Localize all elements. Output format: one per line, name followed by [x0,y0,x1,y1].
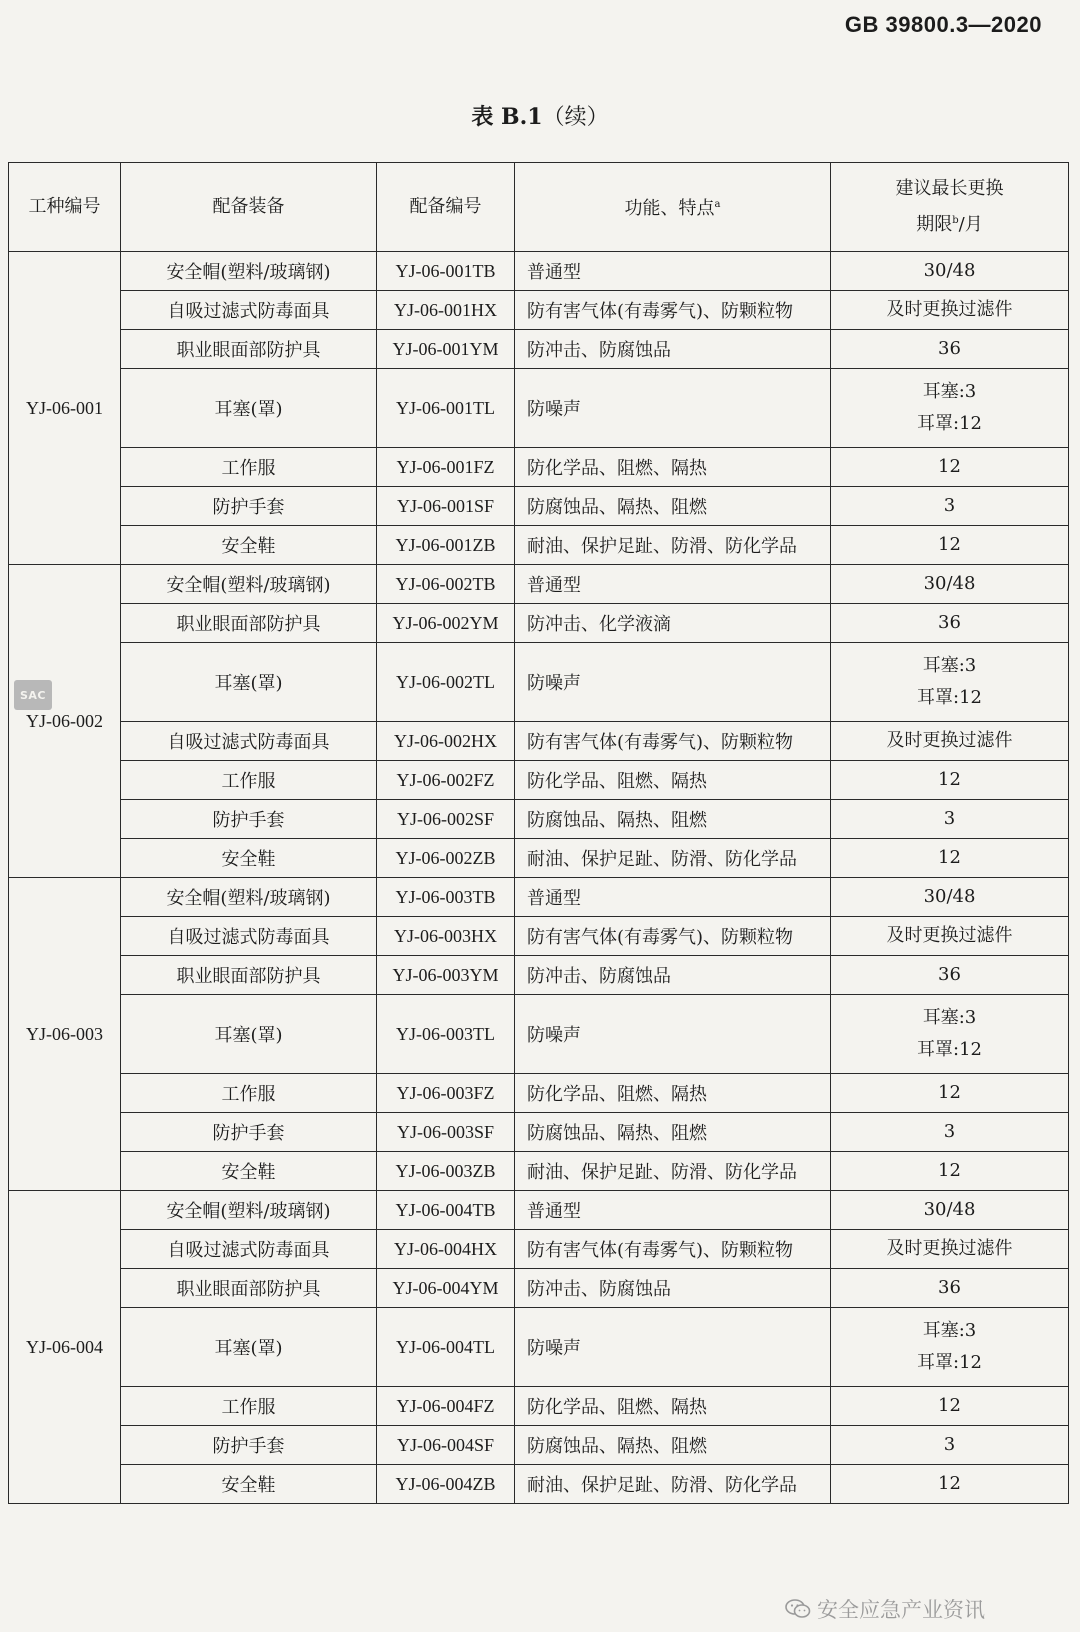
equipment-code-cell: YJ-06-001FZ [377,448,515,487]
function-cell: 耐油、保护足趾、防滑、防化学品 [515,526,831,565]
table-row [9,956,1069,995]
function-cell: 防腐蚀品、隔热、阻燃 [515,800,831,839]
period-cell [831,1074,1069,1113]
period-cell [831,252,1069,291]
equipment-cell: 自吸过滤式防毒面具 [121,722,377,761]
table-row [9,1269,1069,1308]
period-cell [831,448,1069,487]
equipment-cell: 自吸过滤式防毒面具 [121,1230,377,1269]
equipment-cell: 安全帽(塑料/玻璃钢) [121,878,377,917]
period-cell [831,330,1069,369]
period-value: 12 [938,847,961,868]
table-row [9,1308,1069,1387]
function-cell: 耐油、保护足趾、防滑、防化学品 [515,1152,831,1191]
equipment-code-cell: YJ-06-002ZB [377,839,515,878]
period-cell [831,1191,1069,1230]
header-period-pre: 期限 [916,214,953,235]
function-cell: 防腐蚀品、隔热、阻燃 [515,487,831,526]
period-cell [831,917,1069,956]
equipment-code-cell: YJ-06-002FZ [377,761,515,800]
period-cell [831,604,1069,643]
period-cell [831,800,1069,839]
period-value: 12 [938,1082,961,1103]
equipment-code-cell: YJ-06-004YM [377,1269,515,1308]
header-function-label: 功能、特点 [624,198,715,219]
function-cell: 防化学品、阻燃、隔热 [515,1387,831,1426]
equipment-cell: 安全鞋 [121,839,377,878]
table-row [9,604,1069,643]
table-row [9,252,1069,291]
equipment-cell: 职业眼面部防护具 [121,1269,377,1308]
period-value: 30/48 [923,260,976,281]
table-row [9,526,1069,565]
table-title [0,100,1080,131]
equipment-code-cell: YJ-06-002TL [377,643,515,722]
equipment-cell: 防护手套 [121,1113,377,1152]
period-cell [831,643,1069,722]
period-cell [831,956,1069,995]
table-row [9,761,1069,800]
function-cell: 防噪声 [515,1308,831,1387]
function-cell: 普通型 [515,565,831,604]
equipment-code-cell: YJ-06-004SF [377,1426,515,1465]
period-cell [831,1269,1069,1308]
equipment-code-cell: YJ-06-003TB [377,878,515,917]
equipment-table [8,162,1069,1504]
period-value: 30/48 [923,1199,976,1220]
period-value: 3 [943,1434,956,1455]
period-value: 及时更换过滤件 [886,299,1013,320]
equipment-cell: 安全鞋 [121,1465,377,1504]
function-cell: 防有害气体(有毒雾气)、防颗粒物 [515,291,831,330]
equipment-cell: 安全帽(塑料/玻璃钢) [121,1191,377,1230]
period-cell [831,1113,1069,1152]
function-cell: 防冲击、化学液滴 [515,604,831,643]
equipment-cell: 安全鞋 [121,526,377,565]
period-value: 及时更换过滤件 [886,925,1013,946]
equipment-cell: 工作服 [121,1387,377,1426]
function-cell: 防冲击、防腐蚀品 [515,1269,831,1308]
period-value: 36 [938,612,961,633]
equipment-code-cell: YJ-06-002TB [377,565,515,604]
period-value: 12 [938,456,961,477]
period-value: 及时更换过滤件 [886,1238,1013,1259]
table-row [9,1113,1069,1152]
equipment-code-cell: YJ-06-004HX [377,1230,515,1269]
period-value: 12 [938,1160,961,1181]
equipment-code-cell: YJ-06-003FZ [377,1074,515,1113]
function-cell: 普通型 [515,878,831,917]
period-cell [831,369,1069,448]
equipment-cell: 耳塞(罩) [121,369,377,448]
period-value: 3 [943,1121,956,1142]
function-cell: 防化学品、阻燃、隔热 [515,1074,831,1113]
watermark [785,1594,985,1624]
period-cell [831,878,1069,917]
table-row [9,643,1069,722]
sac-logo: SAC [14,680,52,710]
table-row [9,448,1069,487]
table-row [9,839,1069,878]
table-title-continued: （续） [542,105,609,130]
standard-number: GB 39800.3—2020 [844,12,1042,37]
table-row [9,917,1069,956]
table-row [9,800,1069,839]
equipment-code-cell: YJ-06-004TL [377,1308,515,1387]
table-row [9,1465,1069,1504]
equipment-code-cell: YJ-06-003YM [377,956,515,995]
equipment-code-cell: YJ-06-003ZB [377,1152,515,1191]
equipment-cell: 耳塞(罩) [121,995,377,1074]
header-period-line2 [835,205,1064,241]
period-cell [831,761,1069,800]
equipment-code-cell: YJ-06-004FZ [377,1387,515,1426]
period-value: 30/48 [923,573,976,594]
function-cell: 防冲击、防腐蚀品 [515,330,831,369]
period-value: 12 [938,1395,961,1416]
equipment-cell: 职业眼面部防护具 [121,604,377,643]
table-row [9,995,1069,1074]
table-row [9,369,1069,448]
table-title-main: 表 B.1 [471,104,543,130]
equipment-cell: 安全帽(塑料/玻璃钢) [121,565,377,604]
equipment-code-cell: YJ-06-001TL [377,369,515,448]
period-value-secondary: 耳罩:12 [917,687,982,708]
type-code-cell: YJ-06-001 [9,252,121,565]
period-cell [831,995,1069,1074]
period-cell [831,1152,1069,1191]
equipment-code-cell: YJ-06-003HX [377,917,515,956]
period-value: 36 [938,338,961,359]
period-cell [831,1308,1069,1387]
table-body [9,252,1069,1504]
period-value: 3 [943,808,956,829]
period-cell [831,1387,1069,1426]
period-value: 耳塞:3 [922,381,977,402]
equipment-cell: 耳塞(罩) [121,1308,377,1387]
period-value: 12 [938,769,961,790]
equipment-cell: 工作服 [121,1074,377,1113]
equipment-cell: 工作服 [121,761,377,800]
equipment-code-cell: YJ-06-001ZB [377,526,515,565]
wechat-icon [785,1599,811,1619]
equipment-code-cell: YJ-06-002HX [377,722,515,761]
function-cell: 普通型 [515,252,831,291]
period-value-secondary: 耳罩:12 [917,413,982,434]
header-period-post: /月 [958,214,983,235]
header-equip-code: 配备编号 [377,163,515,252]
function-cell: 防冲击、防腐蚀品 [515,956,831,995]
equipment-code-cell: YJ-06-001YM [377,330,515,369]
equipment-cell: 职业眼面部防护具 [121,956,377,995]
function-cell: 防腐蚀品、隔热、阻燃 [515,1426,831,1465]
header-function [515,163,831,252]
equipment-code-cell: YJ-06-002YM [377,604,515,643]
equipment-code-cell: YJ-06-001HX [377,291,515,330]
table-row [9,487,1069,526]
function-cell: 防化学品、阻燃、隔热 [515,448,831,487]
equipment-code-cell: YJ-06-003TL [377,995,515,1074]
period-value: 耳塞:3 [922,1320,977,1341]
period-cell [831,1465,1069,1504]
equipment-cell: 防护手套 [121,800,377,839]
period-cell [831,487,1069,526]
period-cell [831,1230,1069,1269]
period-cell [831,722,1069,761]
equipment-cell: 自吸过滤式防毒面具 [121,291,377,330]
header-function-note: a [714,199,721,210]
period-cell [831,565,1069,604]
equipment-cell: 防护手套 [121,1426,377,1465]
type-code-cell: YJ-06-004 [9,1191,121,1504]
equipment-cell: 自吸过滤式防毒面具 [121,917,377,956]
function-cell: 防有害气体(有毒雾气)、防颗粒物 [515,917,831,956]
function-cell: 防噪声 [515,995,831,1074]
period-value: 及时更换过滤件 [886,730,1013,751]
table-row [9,565,1069,604]
equipment-code-cell: YJ-06-002SF [377,800,515,839]
period-value: 12 [938,1473,961,1494]
period-cell [831,1426,1069,1465]
header-period-note: b [952,215,959,226]
table-row [9,1152,1069,1191]
watermark-text: 安全应急产业资讯 [817,1598,985,1622]
table-header-row [9,163,1069,252]
function-cell: 普通型 [515,1191,831,1230]
table-row [9,878,1069,917]
table-row [9,330,1069,369]
function-cell: 防噪声 [515,369,831,448]
function-cell: 耐油、保护足趾、防滑、防化学品 [515,1465,831,1504]
equipment-cell: 工作服 [121,448,377,487]
period-value: 36 [938,1277,961,1298]
equipment-code-cell: YJ-06-004ZB [377,1465,515,1504]
equipment-cell: 安全帽(塑料/玻璃钢) [121,252,377,291]
function-cell: 防化学品、阻燃、隔热 [515,761,831,800]
function-cell: 防有害气体(有毒雾气)、防颗粒物 [515,1230,831,1269]
header-type-code: 工种编号 [9,163,121,252]
table-row [9,1230,1069,1269]
table-row [9,1191,1069,1230]
table-row [9,1387,1069,1426]
table-row [9,1426,1069,1465]
equipment-code-cell: YJ-06-001TB [377,252,515,291]
period-value-secondary: 耳罩:12 [917,1352,982,1373]
type-code-cell: YJ-06-003 [9,878,121,1191]
equipment-code-cell: YJ-06-004TB [377,1191,515,1230]
equipment-cell: 安全鞋 [121,1152,377,1191]
table-row [9,1074,1069,1113]
period-value: 30/48 [923,886,976,907]
type-code-cell: YJ-06-002 [9,565,121,878]
table-row [9,722,1069,761]
equipment-code-cell: YJ-06-001SF [377,487,515,526]
header-equipment: 配备装备 [121,163,377,252]
header-period [831,163,1069,252]
header-period-line1: 建议最长更换 [895,178,1004,199]
period-cell [831,526,1069,565]
function-cell: 防腐蚀品、隔热、阻燃 [515,1113,831,1152]
equipment-cell: 耳塞(罩) [121,643,377,722]
function-cell: 防噪声 [515,643,831,722]
period-value: 12 [938,534,961,555]
period-value: 36 [938,964,961,985]
period-value: 3 [943,495,956,516]
period-value-secondary: 耳罩:12 [917,1039,982,1060]
equipment-cell: 职业眼面部防护具 [121,330,377,369]
equipment-cell: 防护手套 [121,487,377,526]
function-cell: 防有害气体(有毒雾气)、防颗粒物 [515,722,831,761]
period-cell [831,291,1069,330]
table-row [9,291,1069,330]
function-cell: 耐油、保护足趾、防滑、防化学品 [515,839,831,878]
period-cell [831,839,1069,878]
equipment-code-cell: YJ-06-003SF [377,1113,515,1152]
period-value: 耳塞:3 [922,655,977,676]
period-value: 耳塞:3 [922,1007,977,1028]
